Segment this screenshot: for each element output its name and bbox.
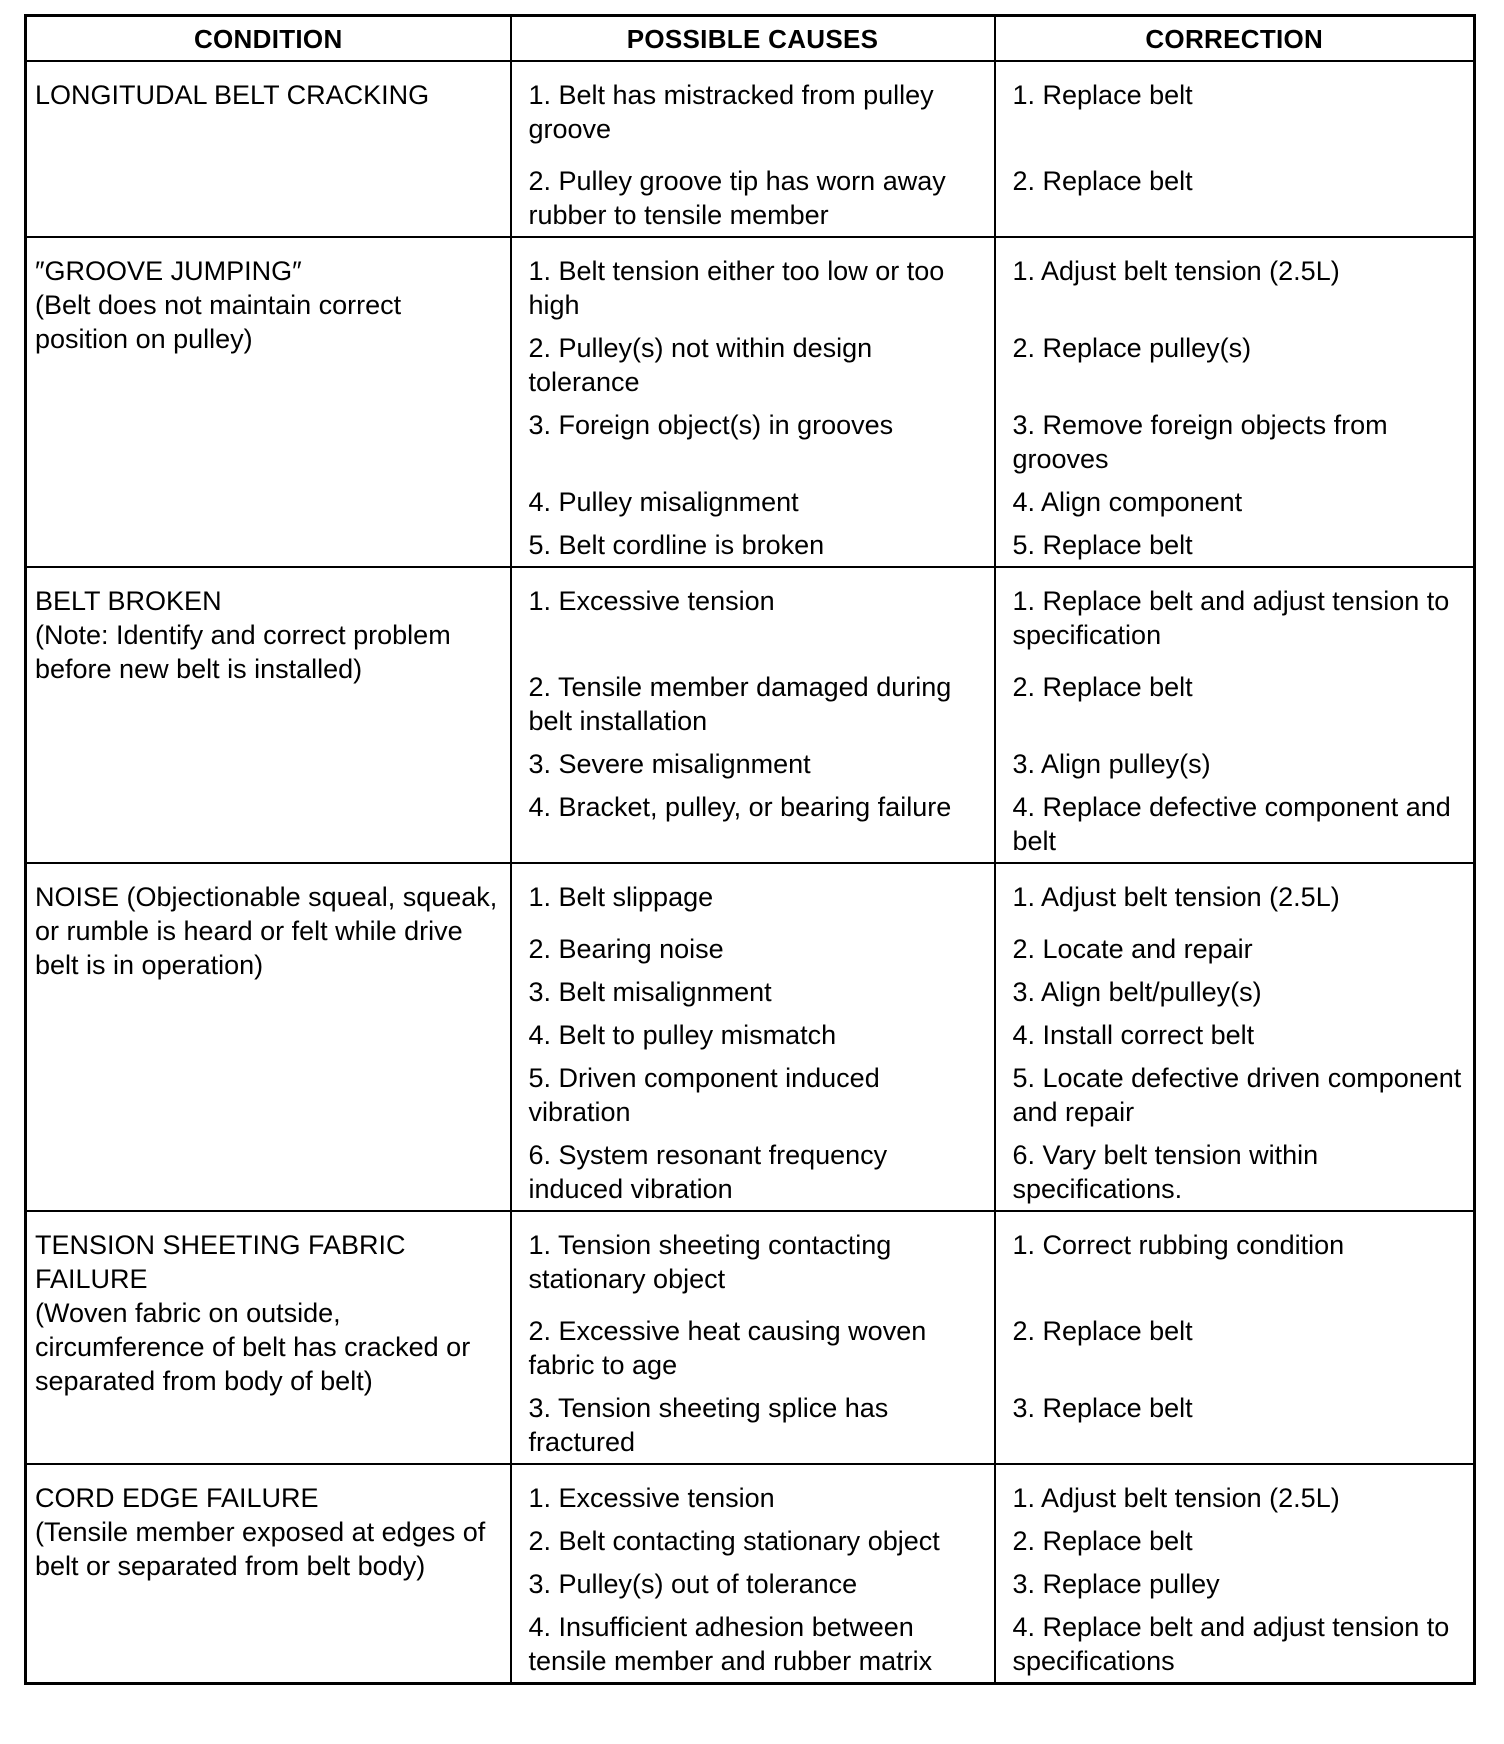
- correction-cell: [995, 237, 1475, 567]
- cause-item: 3. Foreign object(s) in grooves: [528, 410, 894, 440]
- correction-item: 6. Vary belt tension within specifications.: [1012, 1140, 1319, 1204]
- correction-item: 4. Replace defective component and belt: [1012, 792, 1451, 856]
- correction-item: 4. Install correct belt: [1012, 1020, 1255, 1050]
- correction-cell: [995, 863, 1475, 1211]
- correction-item: 3. Align belt/pulley(s): [1012, 977, 1262, 1007]
- cause-item: 2. Excessive heat causing woven fabric to age: [528, 1316, 927, 1380]
- cause-item: 1. Belt slippage: [528, 882, 714, 912]
- correction-cell: [995, 61, 1475, 237]
- correction-cell: [995, 1464, 1475, 1684]
- cause-item: 1. Belt tension either too low or too high: [528, 256, 945, 320]
- correction-item: 5. Locate defective driven component and repair: [1012, 1063, 1462, 1127]
- header-correction: CORRECTION: [995, 16, 1475, 62]
- cause-item: 5. Driven component induced vibration: [528, 1063, 880, 1127]
- correction-item: 1. Adjust belt tension (2.5L): [1012, 256, 1340, 286]
- condition-title: TENSION SHEETING FABRIC FAILURE: [35, 1230, 406, 1294]
- condition-cell: [26, 61, 511, 237]
- condition-description: (Note: Identify and correct problem before new belt is installed): [35, 620, 451, 684]
- diagnosis-table: [24, 14, 1476, 1685]
- cause-item: 2. Pulley(s) not within design tolerance: [528, 333, 873, 397]
- causes-cell: [511, 567, 995, 863]
- table-row: [26, 863, 1475, 1211]
- cause-item: 3. Belt misalignment: [528, 977, 772, 1007]
- cause-item: 1. Excessive tension: [528, 1483, 775, 1513]
- correction-item: 5. Replace belt: [1012, 530, 1193, 560]
- cause-item: 2. Belt contacting stationary object: [528, 1526, 940, 1556]
- causes-cell: [511, 1211, 995, 1464]
- condition-cell: [26, 1464, 511, 1684]
- correction-item: 2. Replace pulley(s): [1012, 333, 1252, 363]
- table-row: [26, 1211, 1475, 1464]
- condition-cell: [26, 567, 511, 863]
- cause-item: 5. Belt cordline is broken: [528, 530, 825, 560]
- cause-item: 4. Belt to pulley mismatch: [528, 1020, 837, 1050]
- table-row: [26, 567, 1475, 863]
- condition-title: CORD EDGE FAILURE: [35, 1483, 319, 1513]
- condition-description: (Woven fabric on outside, circumference of belt has cracked or separated from body of belt): [35, 1298, 471, 1396]
- condition-title: ″GROOVE JUMPING″: [35, 256, 302, 286]
- cause-item: 3. Severe misalignment: [528, 749, 811, 779]
- condition-title: NOISE (Objectionable squeal, squeak, or rumble is heard or felt while drive belt is in operation): [35, 882, 498, 980]
- cause-item: 1. Excessive tension: [528, 586, 775, 616]
- correction-cell: [995, 1211, 1475, 1464]
- cause-item: 2. Tensile member damaged during belt installation: [528, 672, 952, 736]
- cause-item: 1. Tension sheeting contacting stationary object: [528, 1230, 892, 1294]
- correction-item: 3. Replace belt: [1012, 1393, 1193, 1423]
- correction-item: 2. Replace belt: [1012, 166, 1193, 196]
- correction-item: 2. Locate and repair: [1012, 934, 1253, 964]
- cause-item: 4. Bracket, pulley, or bearing failure: [528, 792, 952, 822]
- condition-description: (Tensile member exposed at edges of belt or separated from belt body): [35, 1517, 486, 1581]
- causes-cell: [511, 863, 995, 1211]
- condition-cell: [26, 863, 511, 1211]
- condition-description: (Belt does not maintain correct position on pulley): [35, 290, 402, 354]
- table-row: [26, 61, 1475, 237]
- cause-item: 6. System resonant frequency induced vibration: [528, 1140, 888, 1204]
- correction-item: 2. Replace belt: [1012, 1526, 1193, 1556]
- causes-cell: [511, 237, 995, 567]
- condition-cell: [26, 237, 511, 567]
- correction-item: 1. Replace belt: [1012, 80, 1193, 110]
- correction-item: 4. Replace belt and adjust tension to specifications: [1012, 1612, 1450, 1676]
- correction-cell: [995, 567, 1475, 863]
- condition-cell: [26, 1211, 511, 1464]
- header-possible-causes: POSSIBLE CAUSES: [511, 16, 995, 62]
- table-row: [26, 1464, 1475, 1684]
- correction-item: 2. Replace belt: [1012, 672, 1193, 702]
- correction-item: 2. Replace belt: [1012, 1316, 1193, 1346]
- header-condition: CONDITION: [26, 16, 511, 62]
- cause-item: 4. Pulley misalignment: [528, 487, 799, 517]
- condition-title: LONGITUDAL BELT CRACKING: [35, 80, 430, 110]
- cause-item: 3. Pulley(s) out of tolerance: [528, 1569, 858, 1599]
- causes-cell: [511, 61, 995, 237]
- correction-item: 4. Align component: [1012, 487, 1243, 517]
- correction-item: 3. Align pulley(s): [1012, 749, 1211, 779]
- cause-item: 2. Bearing noise: [528, 934, 724, 964]
- correction-item: 1. Correct rubbing condition: [1012, 1230, 1345, 1260]
- correction-item: 1. Replace belt and adjust tension to specification: [1012, 586, 1450, 650]
- cause-item: 2. Pulley groove tip has worn away rubber to tensile member: [528, 166, 946, 230]
- header-row: [26, 16, 1475, 62]
- cause-item: 4. Insufficient adhesion between tensile member and rubber matrix: [528, 1612, 933, 1676]
- correction-item: 3. Remove foreign objects from grooves: [1012, 410, 1388, 474]
- causes-cell: [511, 1464, 995, 1684]
- cause-item: 3. Tension sheeting splice has fractured: [528, 1393, 889, 1457]
- table-row: [26, 237, 1475, 567]
- correction-item: 3. Replace pulley: [1012, 1569, 1220, 1599]
- correction-item: 1. Adjust belt tension (2.5L): [1012, 1483, 1340, 1513]
- cause-item: 1. Belt has mistracked from pulley groove: [528, 80, 934, 144]
- condition-title: BELT BROKEN: [35, 586, 222, 616]
- correction-item: 1. Adjust belt tension (2.5L): [1012, 882, 1340, 912]
